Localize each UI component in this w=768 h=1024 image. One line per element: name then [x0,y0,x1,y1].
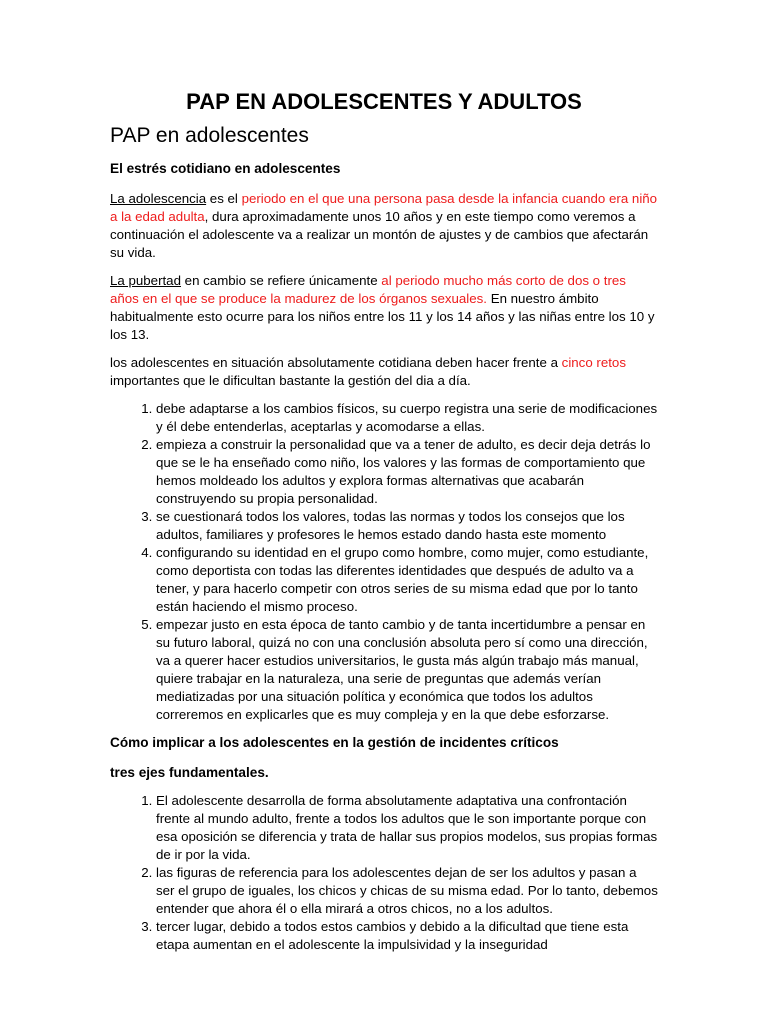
challenges-list [110,400,658,724]
list-item: 2. las figuras de referencia para los adolescentes dejan de ser los adultos y pasan a ser el grupo de iguales, los chicos y chicas de su misma edad. Por lo tanto, debemos entender que ahora él o ella mirará a otros chicos, no a los adultos. [156,864,658,918]
list-item: 1. debe adaptarse a los cambios físicos, su cuerpo registra una serie de modificaciones y él debe entenderlas, aceptarlas y acomodarse a ellas. [156,400,658,436]
subheading-stress: El estrés cotidiano en adolescentes [110,161,341,176]
list-item: 5. empezar justo en esta época de tanto cambio y de tanta incertidumbre a pensar en su futuro laboral, quizá no con una conclusión absoluta pero sí como una dirección, va a querer hacer estudios universitarios, le gusta más algún trabajo más manual, quiere trabajar en la naturaleza, una serie de preguntas que además verían mediatizadas por una situación política y económica que todos los adultos correremos en explicarles que es muy compleja y en la que debe esforzarse. [156,616,658,724]
highlighted-text: al periodo mucho más corto de dos o tres años en el que se produce la madurez de los órganos sexuales. [110,273,626,306]
section-title: PAP en adolescentes [110,124,309,147]
paragraph-puberty [110,272,658,344]
axes-list [110,792,658,954]
list-item: 1. El adolescente desarrolla de forma absolutamente adaptativa una confrontación frente al mundo adulto, frente a todos los adultos que le son importante porque con esa oposición se diferencia y trata de hallar sus propios modelos, sus propias formas de ir por la vida. [156,792,658,864]
term-puberty: La pubertad [110,273,181,288]
text-run: es el [206,191,242,206]
term-adolescence: La adolescencia [110,191,207,206]
highlighted-text: periodo en el que una persona pasa desde la infancia cuando era niño a la edad adulta [110,191,658,224]
list-item: 2. empieza a construir la personalidad que va a tener de adulto, es decir deja detrás lo que se le ha enseñado como niño, los valores y las formas de comportamiento que hemos moldeado los adultos y explora formas alternativas que acabarán construyendo su propia personalidad. [156,436,658,508]
list-item: 4. configurando su identidad en el grupo como hombre, como mujer, como estudiante, como deportista con todas las diferentes identidades que después de adulto va a tener, y para hacerlo competir con otros series de su misma edad que por lo tanto están haciendo el mismo proceso. [156,544,658,616]
text-run: , dura aproximadamente unos 10 años y en este tiempo como veremos a continuación el adolescente va a realizar un montón de ajustes y de cambios que afectarán su vida. [110,209,649,260]
text-run: en cambio se refiere únicamente [180,273,382,288]
text-run: los adolescentes en situación absolutamente cotidiana deben hacer frente a [110,355,562,370]
text-run: importantes que le dificultan bastante la gestión del dia a día. [110,373,471,388]
subheading-involve: Cómo implicar a los adolescentes en la gestión de incidentes críticos [110,735,559,750]
paragraph-challenges [110,354,658,390]
text-run: En nuestro ámbito habitualmente esto ocurre para los niños entre los 11 y los 14 años y las niñas entre los 10 y los 13. [110,291,655,342]
list-item: 3. se cuestionará todos los valores, todas las normas y todos los consejos que los adultos, familiares y profesores le hemos estado dando hasta este momento [156,508,658,544]
paragraph-adolescence [110,190,658,262]
subheading-axes: tres ejes fundamentales. [110,765,269,780]
list-item: 3. tercer lugar, debido a todos estos cambios y debido a la dificultad que tiene esta etapa aumentan en el adolescente la impulsividad y la inseguridad [156,918,658,954]
document-title: PAP EN ADOLESCENTES Y ADULTOS [186,89,582,114]
highlighted-text: cinco retos [561,355,626,370]
